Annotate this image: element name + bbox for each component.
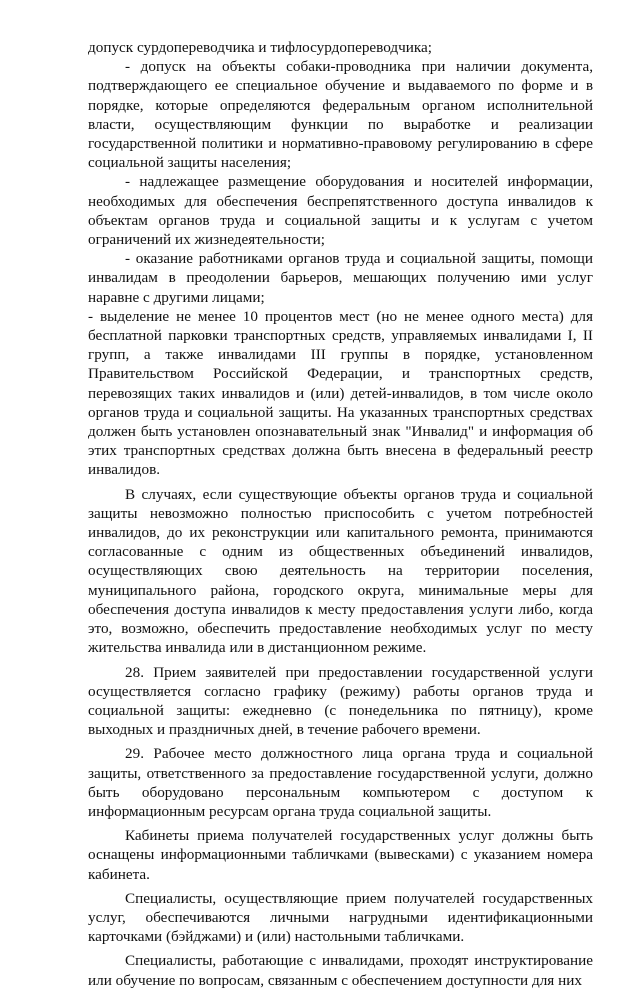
paragraph-9: Кабинеты приема получателей государственных услуг должны быть оснащены информационными табличками (вывесками) с указанием номера кабинета.: [88, 827, 593, 883]
paragraph-6: В случаях, если существующие объекты органов труда и социальной защиты невозможно полностью приспособить с учетом потребностей инвалидов, до их реконструкции или капитального ремонта, принимаются согласованные с одним из общественных объединений инвалидов, осуществляющих свою деятельность на территории поселения, муниципального района, городского округа, минимальные меры для обеспечения доступа инвалидов к месту предоставления услуги либо, когда это, возможно, обеспечить предоставление необходимых услуг по месту жительства инвалида или в дистанционном режиме.: [88, 485, 593, 657]
paragraph-3: - надлежащее размещение оборудования и носителей информации, необходимых для обеспечения беспрепятственного доступа инвалидов к объектам органов труда и социальной защиты и к услугам с учетом ограничений их жизнедеятельности;: [88, 173, 593, 249]
paragraph-2: - допуск на объекты собаки-проводника при наличии документа, подтверждающего ее специальное обучение и выдаваемого по форме и в порядке, которые определяются федеральным органом исполнительной власти, осуществляющим функции по выработке и реализации государственной политики и нормативно-правовому регулированию в сфере социальной защиты населения;: [88, 58, 593, 172]
paragraph-5: - выделение не менее 10 процентов мест (но не менее одного места) для бесплатной парковки транспортных средств, управляемых инвалидами I, II групп, а также инвалидами III группы в порядке, установленном Правительством Российской Федерации, и транспортных средств, перевозящих таких инвалидов и (или) детей-инвалидов, в том числе около органов труда и социальной защиты. На указанных транспортных средствах должен быть установлен опознавательный знак "Инвалид" и информация об этих транспортных средствах должна быть внесена в федеральный реестр инвалидов.: [88, 307, 593, 479]
paragraph-8: 29. Рабочее место должностного лица органа труда и социальной защиты, ответственного за предоставление государственной услуги, должно быть оборудовано персональным компьютером с доступом к информационным ресурсам органа труда социальной защиты.: [88, 745, 593, 820]
paragraph-7: 28. Прием заявителей при предоставлении государственной услуги осуществляется согласно графику (режиму) работы органов труда и социальной защиты: ежедневно (с понедельника по пятницу), кроме выходных и праздничных дней, в течение рабочего времени.: [88, 663, 593, 739]
paragraph-10: Специалисты, осуществляющие прием получателей государственных услуг, обеспечиваются личными нагрудными идентификационными карточками (бэйджами) и (или) настольными табличками.: [88, 889, 593, 946]
document-page: [88, 38, 593, 990]
paragraph-1: допуск сурдопереводчика и тифлосурдопереводчика;: [88, 39, 432, 56]
paragraph-4: - оказание работниками органов труда и социальной защиты, помощи инвалидам в преодолении барьеров, мешающих получению ими услуг наравне с другими лицами;: [88, 250, 593, 306]
paragraph-11: Специалисты, работающие с инвалидами, проходят инструктирование или обучение по вопросам, связанным с обеспечением доступности для них: [88, 952, 593, 989]
